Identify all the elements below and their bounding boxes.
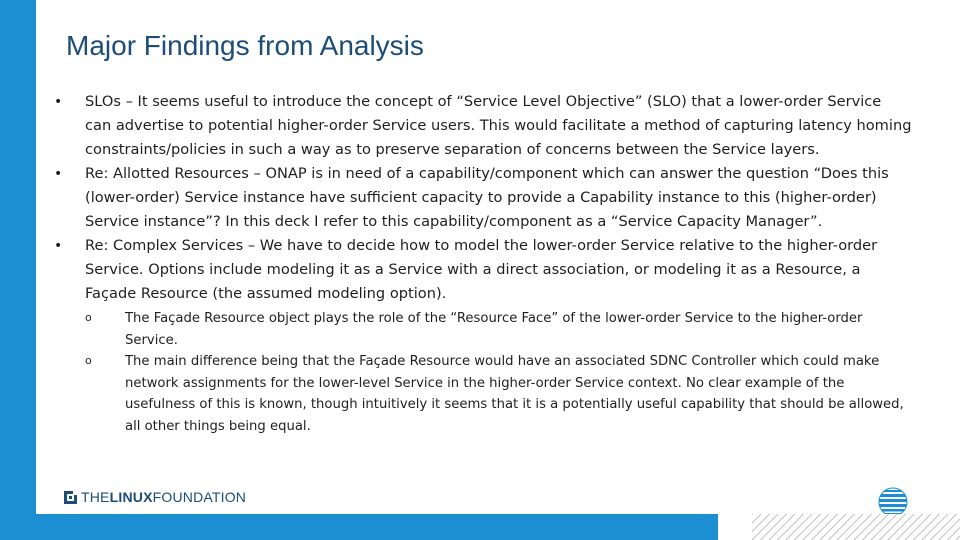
- bullet-marker: •: [54, 238, 63, 254]
- bullet-list: [52, 90, 912, 437]
- sub-bullet-list: [85, 308, 912, 437]
- sub-bullet-marker: o: [85, 311, 92, 324]
- linux-foundation-icon: [64, 491, 77, 504]
- bullet-marker: •: [54, 94, 63, 110]
- slide-title: Major Findings from Analysis: [66, 30, 424, 61]
- bullet-text: SLOs – It seems useful to introduce the concept of “Service Level Objective” (SLO) that a lower-order Service can advertise to potential higher-order Service users. This would facilitate a method of capturing latency homing constraints/policies in such a way as to preserve separation of concerns between the Service layers.: [85, 93, 912, 158]
- bullet-item-complex-services: [52, 234, 912, 437]
- sub-bullet-text: The main difference being that the Façade Resource would have an associated SDNC Controller which could make network assignments for the lower-level Service in the higher-order Service context. No clear example of the usefulness of this is known, though intuitively it seems that it is a potentially useful capability that should be allowed, all other things being equal.: [125, 354, 904, 434]
- footer-accent-band: [36, 514, 718, 540]
- bullet-item-allotted-resources: [52, 162, 912, 234]
- bullet-text: Re: Complex Services – We have to decide how to model the lower-order Service relative to the higher-order Service. Options include modeling it as a Service with a direct association, or modeling it as a Resource, a Façade Resource (the assumed modeling option).: [85, 237, 878, 302]
- sub-bullet-text: The Façade Resource object plays the role of the “Resource Face” of the lower-order Service to the higher-order Service.: [125, 311, 863, 348]
- bullet-marker: •: [54, 166, 63, 182]
- bullet-item-slos: [52, 90, 912, 162]
- footer-hatch-pattern: [752, 514, 960, 540]
- bullet-text: Re: Allotted Resources – ONAP is in need of a capability/component which can answer the question “Does this (lower-order) Service instance have sufficient capacity to provide a Capability instance to this (higher-order) Service instance”? In this deck I refer to this capability/component as a “Service Capacity Manager”.: [85, 165, 889, 230]
- sub-bullet-marker: o: [85, 354, 92, 367]
- sub-bullet-item: [85, 351, 912, 437]
- sub-bullet-item: [85, 308, 912, 351]
- linux-foundation-wordmark: THELINUXFOUNDATION: [81, 489, 247, 505]
- left-accent-bar: [0, 0, 36, 540]
- att-globe-logo: [878, 487, 908, 517]
- linux-foundation-logo: [64, 489, 246, 505]
